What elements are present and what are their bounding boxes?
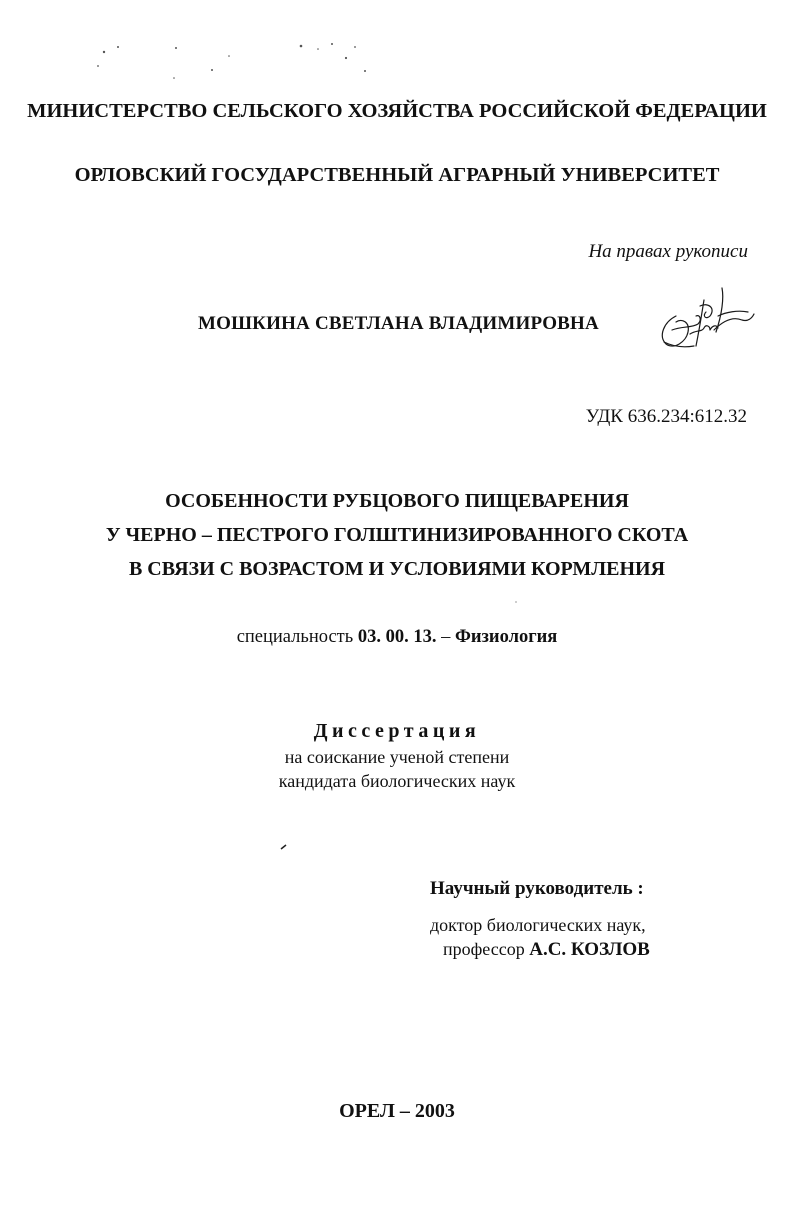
degree-line: на соискание ученой степени xyxy=(284,747,510,767)
supervisor-label: Научный руководитель : xyxy=(430,878,644,899)
degree-line: кандидата биологических наук xyxy=(278,771,516,791)
manuscript-rights-note: На правах рукописи xyxy=(588,241,748,262)
udc-code: УДК 636.234:612.32 xyxy=(585,406,747,427)
specialty-label: специальность xyxy=(236,627,354,647)
signature-icon xyxy=(652,286,756,356)
city-year: ОРЕЛ – 2003 xyxy=(339,1100,455,1122)
specialty-code: 03. 00. 13. xyxy=(357,627,437,647)
dissertation-title xyxy=(0,484,794,586)
supervisor-degree: доктор биологических наук, xyxy=(430,915,646,935)
title-line: У ЧЕРНО – ПЕСТРОГО ГОЛШТИНИЗИРОВАННОГО СКОТА xyxy=(105,524,689,546)
specialty-field: Физиология xyxy=(454,627,558,647)
dissertation-heading: Диссертация xyxy=(313,720,481,742)
specialty-line xyxy=(0,627,794,648)
university-heading: ОРЛОВСКИЙ ГОСУДАРСТВЕННЫЙ АГРАРНЫЙ УНИВЕРСИТЕТ xyxy=(74,164,720,186)
title-line: ОСОБЕННОСТИ РУБЦОВОГО ПИЩЕВАРЕНИЯ xyxy=(165,490,629,512)
supervisor-title: профессор xyxy=(443,939,525,959)
title-line: В СВЯЗИ С ВОЗРАСТОМ И УСЛОВИЯМИ КОРМЛЕНИЯ xyxy=(128,558,666,580)
ministry-heading: МИНИСТЕРСТВО СЕЛЬСКОГО ХОЗЯЙСТВА РОССИЙСКОЙ ФЕДЕРАЦИИ xyxy=(27,100,767,122)
supervisor-name: А.С. КОЗЛОВ xyxy=(529,939,650,960)
author-name: МОШКИНА СВЕТЛАНА ВЛАДИМИРОВНА xyxy=(198,313,599,334)
supervisor-name-line xyxy=(443,939,650,961)
specialty-dash: – xyxy=(441,627,451,647)
